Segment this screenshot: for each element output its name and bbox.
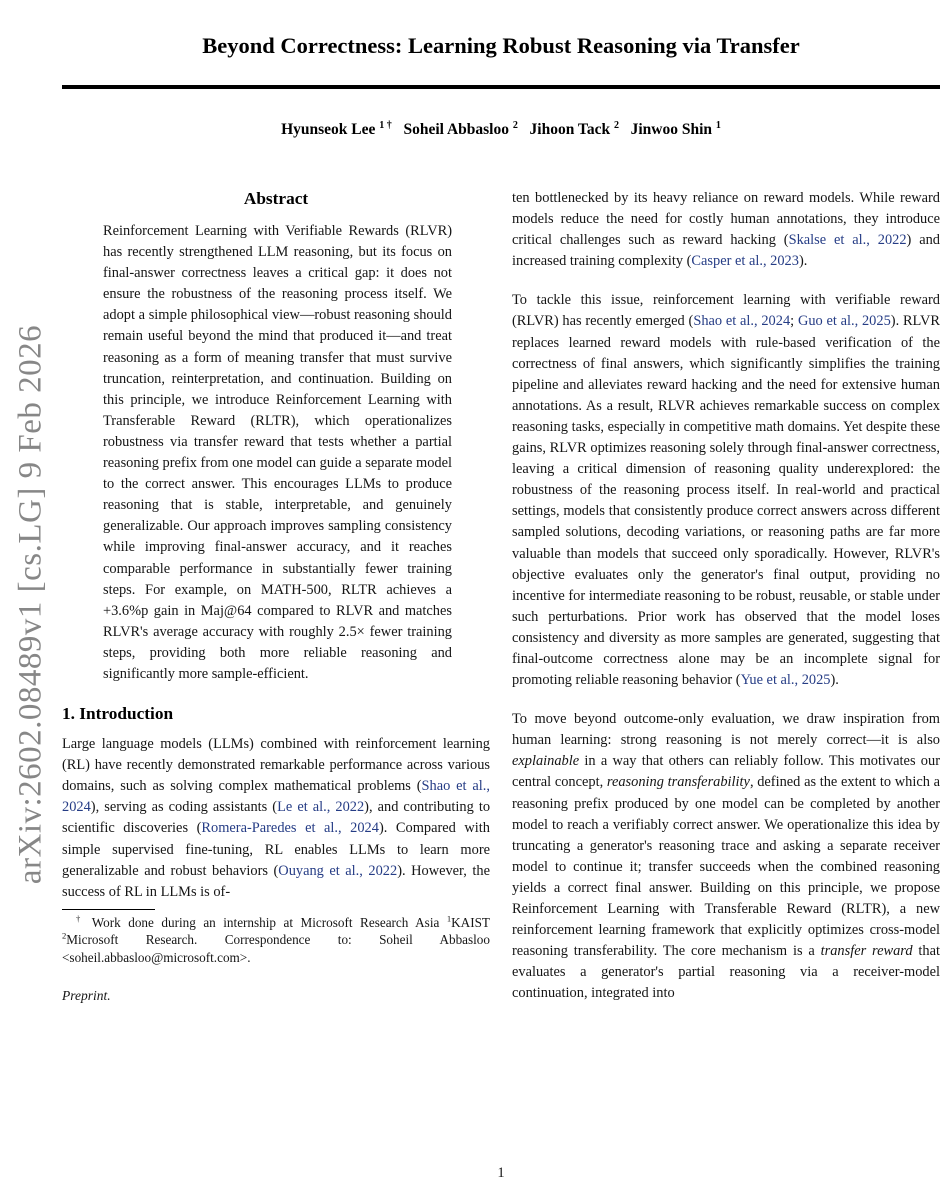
text-segment: reasoning transferability (606, 774, 750, 791)
text-segment: ). Compared with simple supervised fine-tuning, RL enables LLMs to learn more generalizable and robust behaviors ( (62, 820, 491, 879)
text-segment: Work done during an internship at Microsoft Research Asia (84, 914, 447, 930)
text-segment: ). (830, 672, 839, 689)
title-rule (62, 85, 940, 89)
left-column (62, 188, 490, 1006)
text-segment: 2 (613, 119, 619, 131)
introduction-paragraph (62, 734, 490, 903)
citation-link[interactable]: Romera-Paredes et al., 2024 (201, 820, 379, 837)
page-title: Beyond Correctness: Learning Robust Reasoning via Transfer (202, 33, 800, 58)
citation-link[interactable]: Shao et al., 2024 (693, 313, 791, 330)
authors-line (62, 119, 940, 141)
two-column-body (62, 188, 940, 1006)
text-segment: Jinwoo Shin (618, 121, 716, 138)
text-segment: ). (798, 253, 808, 270)
preprint-note: Preprint. (62, 988, 111, 1004)
text-segment: explainable (512, 753, 580, 770)
text-segment: 1 (446, 913, 452, 924)
text-segment: To move beyond outcome-only evaluation, we draw inspiration from human learning: strong reasoning is not merely correct—it is also (512, 711, 940, 749)
text-segment: † (76, 913, 85, 924)
citation-link[interactable]: Guo et al., 2025 (797, 313, 891, 330)
text-segment: ) and increased training complexity ( (512, 232, 940, 270)
body-paragraph (512, 290, 940, 691)
section-heading-introduction: 1. Introduction (62, 704, 174, 724)
citation-link[interactable]: Ouyang et al., 2022 (278, 862, 398, 879)
text-segment: Jihoon Tack (517, 121, 614, 138)
page-content (62, 0, 940, 1006)
text-segment: KAIST (451, 914, 490, 930)
text-segment: 2 (512, 119, 518, 131)
arxiv-watermark: arXiv:2602.08489v1 [cs.LG] 9 Feb 2026 (12, 324, 49, 885)
text-segment: ). However, the success of RL in LLMs is of- (62, 862, 490, 900)
citation-link[interactable]: Skalse et al., 2022 (788, 232, 907, 249)
text-segment: ), and contributing to scientific discoveries ( (62, 799, 491, 837)
text-segment: ). RLVR replaces learned reward models with rule-based verification of the correctness of final answers, which significantly simplifies the training pipeline and alleviates reward hacking and the need for extensive human annotations. As a result, RLVR achieves remarkable success on complex reasoning tasks, especially in competitive math domains. Yet despite these gains, RLVR optimizes reasoning solely through final-answer correctness, leaving a critical dimension of reasoning quality underexplored: the robustness of the reasoning process itself. In real-world and practical settings, models that consistently produce correct answers across different sampled solutions, decoding variations, or reasoning paths are far more valuable than models that succeed only sporadically. However, RLVR's objective evaluates only the generator's final output, providing no incentive for intermediate reasoning to be robust, reusable, or stable under such perturbations. Prior work has observed that the model loses consistency and diversity as more samples are generated, suggesting that final-outcome correctness alone may be an incomplete signal for promoting reliable reasoning behavior ( (512, 313, 940, 689)
citation-link[interactable]: Le et al., 2022 (277, 799, 365, 816)
text-segment: in a way that others can reliably follow. This motivates our central concept, (512, 753, 940, 791)
body-paragraph (512, 188, 940, 272)
abstract-text: Reinforcement Learning with Verifiable Rewards (RLVR) has recently strengthened LLM reasoning, but its focus on final-answer correctness leaves a critical gap: it does not ensure the robustness of the reasoning process itself. We adopt a simple philosophical view—robust reasoning should remain useful beyond the mind that produced it—and treat reasoning as a form of meaning transfer that must survive truncation, reinterpretation, and continuation. Building on this principle, we introduce Reinforcement Learning with Transferable Reward (RLTR), which operationalizes robustness via transfer reward that tests whether a partial reasoning prefix from one model can guide a separate model to the correct answer. This encourages LLMs to produce reasoning that is stable, interpretable, and genuinely generalizable. Our approach improves sampling consistency while improving final-answer accuracy, and it reaches comparable performance in substantially fewer training steps. For example, on MATH-500, RLTR achieves a +3.6%p gain in Maj@64 compared to RLVR and matches RLVR's average accuracy with roughly 2.5× fewer training steps, providing both more reliable reasoning and significantly more sample-efficient. (103, 223, 452, 682)
text-segment: ten bottlenecked by its heavy reliance on reward models. While reward models reduce the need for costly human annotations, they introduce critical challenges such as reward hacking ( (512, 190, 940, 249)
text-segment: 2 (62, 930, 67, 941)
body-paragraph (512, 709, 940, 1004)
text-segment: To tackle this issue, reinforcement learning with verifiable reward (RLVR) has recently emerged ( (512, 292, 940, 330)
text-segment: transfer reward (820, 943, 913, 960)
page-number: 1 (497, 1165, 505, 1181)
text-segment: that evaluates a generator's partial reasoning via a receiver-model continuation, integrated into (512, 943, 941, 1002)
text-segment: ), serving as coding assistants ( (90, 799, 278, 816)
text-segment: Large language models (LLMs) combined with reinforcement learning (RL) have recently demonstrated remarkable performance across various domains, such as solving complex mathematical problems ( (62, 736, 490, 795)
text-segment: Microsoft Research. Correspondence to: Soheil Abbasloo <soheil.abbasloo@microsoft.com>. (62, 932, 490, 965)
text-segment: Hyunseok Lee (281, 121, 380, 138)
abstract-heading: Abstract (243, 189, 309, 208)
right-column (512, 188, 940, 1006)
text-segment: , defined as the extent to which a reasoning prefix produced by one model can be completed by another model to reach a verifiably correct answer. We operationalize this idea by truncating a generator's reasoning trace and asking a separate receiver model to continue it; transfer succeeds when the combined reasoning yields a correct final answer. Building on this principle, we propose Reinforcement Learning with Transferable Reward (RLTR), a new reinforcement learning framework that explicitly optimizes cross-model reasoning transferability. The core mechanism is a (512, 774, 940, 960)
citation-link[interactable]: Yue et al., 2025 (740, 672, 831, 689)
citation-link[interactable]: Shao et al., 2024 (62, 778, 490, 816)
text-segment: ; (790, 313, 798, 330)
footnote-text (62, 914, 490, 966)
text-segment: 1 (715, 119, 721, 131)
footnote-rule (62, 909, 155, 910)
text-segment: 1 † (379, 119, 392, 131)
citation-link[interactable]: Casper et al., 2023 (691, 253, 799, 270)
text-segment: Soheil Abbasloo (391, 121, 513, 138)
